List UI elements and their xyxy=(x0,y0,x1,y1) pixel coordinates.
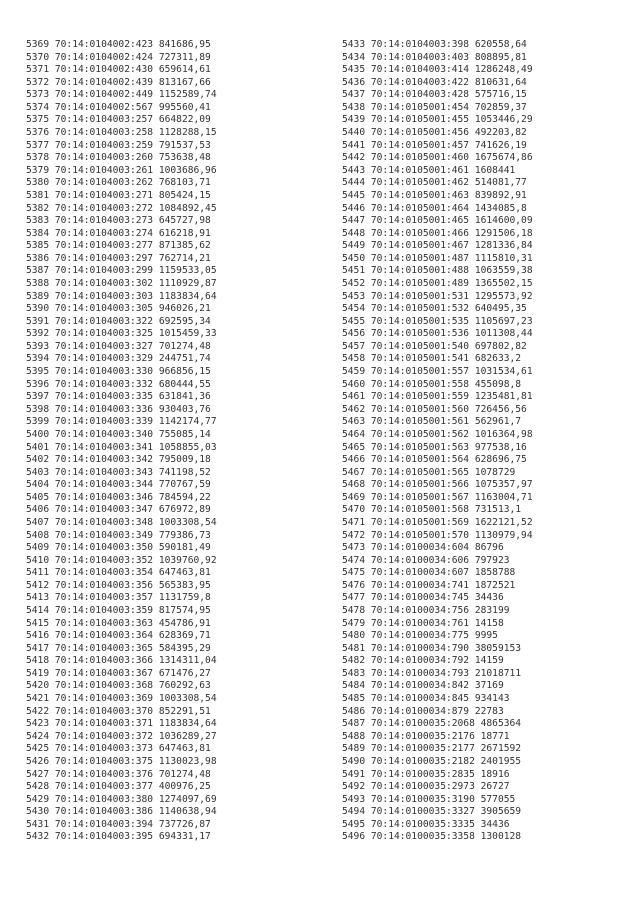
record-row: 5425 70:14:0104003:373 647463,81 xyxy=(26,743,211,755)
record-row: 5479 70:14:0100034:761 14158 xyxy=(342,617,504,629)
record-row: 5423 70:14:0104003:371 1183834,64 xyxy=(26,718,217,730)
record-row: 5453 70:14:0105001:531 1295573,92 xyxy=(342,290,533,302)
record-row: 5436 70:14:0104003:422 810631,64 xyxy=(342,76,527,88)
record-row: 5476 70:14:0100034:741 1872521 xyxy=(342,579,516,591)
record-row: 5384 70:14:0104003:274 616218,91 xyxy=(26,227,211,239)
record-row: 5371 70:14:0104002:430 659614,61 xyxy=(26,64,211,76)
record-row: 5458 70:14:0105001:541 682633,2 xyxy=(342,353,522,365)
record-row: 5386 70:14:0104003:297 762714,21 xyxy=(26,252,211,264)
record-row: 5487 70:14:0100035:2068 4865364 xyxy=(342,718,522,730)
record-row: 5482 70:14:0100034:792 14159 xyxy=(342,655,504,667)
record-row: 5477 70:14:0100034:745 34436 xyxy=(342,592,504,604)
record-row: 5451 70:14:0105001:488 1063559,38 xyxy=(342,265,533,277)
record-row: 5492 70:14:0100035:2973 26727 xyxy=(342,781,510,793)
record-row: 5430 70:14:0104003:386 1140638,94 xyxy=(26,806,217,818)
record-row: 5409 70:14:0104003:350 590181,49 xyxy=(26,542,211,554)
record-row: 5370 70:14:0104002:424 727311,89 xyxy=(26,51,211,63)
record-row: 5480 70:14:0100034:775 9995 xyxy=(342,630,498,642)
record-row: 5474 70:14:0100034:606 797923 xyxy=(342,554,510,566)
record-row: 5484 70:14:0100034:842 37169 xyxy=(342,680,504,692)
record-row: 5416 70:14:0104003:364 628369,71 xyxy=(26,630,211,642)
record-row: 5373 70:14:0104002:449 1152589,74 xyxy=(26,89,217,101)
record-row: 5418 70:14:0104003:366 1314311,04 xyxy=(26,655,217,667)
record-row: 5445 70:14:0105001:463 839892,91 xyxy=(342,189,527,201)
record-row: 5485 70:14:0100034:845 934143 xyxy=(342,693,510,705)
record-row: 5403 70:14:0104003:343 741198,52 xyxy=(26,466,211,478)
record-row: 5389 70:14:0104003:303 1183834,64 xyxy=(26,290,217,302)
record-row: 5439 70:14:0105001:455 1053446,29 xyxy=(342,114,533,126)
record-row: 5380 70:14:0104003:262 768103,71 xyxy=(26,177,211,189)
record-row: 5399 70:14:0104003:339 1142174,77 xyxy=(26,416,217,428)
record-row: 5462 70:14:0105001:560 726456,56 xyxy=(342,403,527,415)
record-row: 5427 70:14:0104003:376 701274,48 xyxy=(26,768,211,780)
record-row: 5377 70:14:0104003:259 791537,53 xyxy=(26,139,211,151)
record-row: 5422 70:14:0104003:370 852291,51 xyxy=(26,705,211,717)
record-row: 5433 70:14:0104003:398 620558,64 xyxy=(342,39,527,50)
record-row: 5372 70:14:0104002:439 813167,66 xyxy=(26,76,211,88)
record-row: 5429 70:14:0104003:380 1274097,69 xyxy=(26,793,217,805)
record-row: 5465 70:14:0105001:563 977538,16 xyxy=(342,441,527,453)
record-row: 5490 70:14:0100035:2182 2401955 xyxy=(342,755,522,767)
record-row: 5420 70:14:0104003:368 760292,63 xyxy=(26,680,211,692)
record-row: 5393 70:14:0104003:327 701274,48 xyxy=(26,340,211,352)
record-row: 5390 70:14:0104003:305 946026,21 xyxy=(26,303,211,315)
record-row: 5401 70:14:0104003:341 1058855,03 xyxy=(26,441,217,453)
record-row: 5396 70:14:0104003:332 680444,55 xyxy=(26,378,211,390)
record-row: 5398 70:14:0104003:336 930403,76 xyxy=(26,403,211,415)
record-row: 5402 70:14:0104003:342 795009,18 xyxy=(26,454,211,466)
record-row: 5478 70:14:0100034:756 283199 xyxy=(342,605,510,617)
record-row: 5415 70:14:0104003:363 454786,91 xyxy=(26,617,211,629)
record-row: 5489 70:14:0100035:2177 2671592 xyxy=(342,743,522,755)
record-row: 5414 70:14:0104003:359 817574,95 xyxy=(26,605,211,617)
record-row: 5481 70:14:0100034:790 38059153 xyxy=(342,642,522,654)
record-row: 5444 70:14:0105001:462 514081,77 xyxy=(342,177,527,189)
record-row: 5472 70:14:0105001:570 1130979,94 xyxy=(342,529,533,541)
record-row: 5466 70:14:0105001:564 628696,75 xyxy=(342,454,527,466)
record-row: 5382 70:14:0104003:272 1084892,45 xyxy=(26,202,217,214)
record-row: 5443 70:14:0105001:461 1608441 xyxy=(342,164,516,176)
record-row: 5460 70:14:0105001:558 455098,8 xyxy=(342,378,522,390)
record-row: 5454 70:14:0105001:532 640495,35 xyxy=(342,303,527,315)
record-row: 5435 70:14:0104003:414 1286248,49 xyxy=(342,64,533,76)
record-row: 5495 70:14:0100035:3335 34436 xyxy=(342,818,510,830)
record-row: 5491 70:14:0100035:2835 18916 xyxy=(342,768,510,780)
record-row: 5406 70:14:0104003:347 676972,89 xyxy=(26,504,211,516)
record-row: 5463 70:14:0105001:561 562961,7 xyxy=(342,416,522,428)
record-row: 5496 70:14:0100035:3358 1300128 xyxy=(342,831,522,843)
record-row: 5387 70:14:0104003:299 1159533,05 xyxy=(26,265,217,277)
record-row: 5421 70:14:0104003:369 1003308,54 xyxy=(26,693,217,705)
record-row: 5395 70:14:0104003:330 966856,15 xyxy=(26,366,211,378)
record-row: 5400 70:14:0104003:340 755085,14 xyxy=(26,428,211,440)
record-row: 5375 70:14:0104003:257 664822,09 xyxy=(26,114,211,126)
record-row: 5412 70:14:0104003:356 565383,95 xyxy=(26,579,211,591)
record-row: 5440 70:14:0105001:456 492203,82 xyxy=(342,127,527,139)
record-row: 5434 70:14:0104003:403 808895,81 xyxy=(342,51,527,63)
record-row: 5452 70:14:0105001:489 1365502,15 xyxy=(342,277,533,289)
record-row: 5424 70:14:0104003:372 1036289,27 xyxy=(26,730,217,742)
record-row: 5494 70:14:0100035:3327 3905659 xyxy=(342,806,522,818)
record-row: 5455 70:14:0105001:535 1105697,23 xyxy=(342,315,533,327)
record-row: 5469 70:14:0105001:567 1163004,71 xyxy=(342,491,533,503)
left-column xyxy=(26,39,217,844)
record-row: 5376 70:14:0104003:258 1128288,15 xyxy=(26,127,217,139)
record-row: 5417 70:14:0104003:365 584395,29 xyxy=(26,642,211,654)
record-row: 5428 70:14:0104003:377 400976,25 xyxy=(26,781,211,793)
record-row: 5374 70:14:0104002:567 995560,41 xyxy=(26,101,211,113)
record-row: 5456 70:14:0105001:536 1011308,44 xyxy=(342,328,533,340)
record-row: 5404 70:14:0104003:344 770767,59 xyxy=(26,479,211,491)
record-row: 5461 70:14:0105001:559 1235481,81 xyxy=(342,391,533,403)
record-row: 5413 70:14:0104003:357 1131759,8 xyxy=(26,592,211,604)
record-row: 5464 70:14:0105001:562 1016364,98 xyxy=(342,428,533,440)
record-row: 5438 70:14:0105001:454 702859,37 xyxy=(342,101,527,113)
record-row: 5419 70:14:0104003:367 671476,27 xyxy=(26,667,211,679)
record-row: 5381 70:14:0104003:271 805424,15 xyxy=(26,189,211,201)
record-row: 5437 70:14:0104003:428 575716,15 xyxy=(342,89,527,101)
record-row: 5388 70:14:0104003:302 1110929,87 xyxy=(26,277,217,289)
record-row: 5475 70:14:0100034:607 1858788 xyxy=(342,567,516,579)
record-row: 5392 70:14:0104003:325 1015459,33 xyxy=(26,328,217,340)
record-row: 5405 70:14:0104003:346 784594,22 xyxy=(26,491,211,503)
record-row: 5486 70:14:0100034:879 22783 xyxy=(342,705,504,717)
record-row: 5471 70:14:0105001:569 1622121,52 xyxy=(342,516,533,528)
record-row: 5470 70:14:0105001:568 731513,1 xyxy=(342,504,522,516)
record-row: 5408 70:14:0104003:349 779386,73 xyxy=(26,529,211,541)
record-row: 5442 70:14:0105001:460 1675674,86 xyxy=(342,152,533,164)
record-row: 5468 70:14:0105001:566 1075357,97 xyxy=(342,479,533,491)
record-row: 5483 70:14:0100034:793 21018711 xyxy=(342,667,522,679)
record-row: 5449 70:14:0105001:467 1281336,84 xyxy=(342,240,533,252)
record-row: 5378 70:14:0104003:260 753638,48 xyxy=(26,152,211,164)
record-row: 5450 70:14:0105001:487 1115810,31 xyxy=(342,252,533,264)
record-row: 5467 70:14:0105001:565 1078729 xyxy=(342,466,516,478)
record-row: 5447 70:14:0105001:465 1614600,09 xyxy=(342,215,533,227)
record-row: 5488 70:14:0100035:2176 18771 xyxy=(342,730,510,742)
record-row: 5493 70:14:0100035:3190 577055 xyxy=(342,793,516,805)
record-row: 5407 70:14:0104003:348 1003308,54 xyxy=(26,516,217,528)
record-row: 5446 70:14:0105001:464 1434085,8 xyxy=(342,202,527,214)
record-row: 5410 70:14:0104003:352 1039760,92 xyxy=(26,554,217,566)
record-row: 5391 70:14:0104003:322 692595,34 xyxy=(26,315,211,327)
record-row: 5385 70:14:0104003:277 871385,62 xyxy=(26,240,211,252)
record-row: 5431 70:14:0104003:394 737726,87 xyxy=(26,818,211,830)
record-row: 5459 70:14:0105001:557 1031534,61 xyxy=(342,366,533,378)
record-row: 5369 70:14:0104002:423 841686,95 xyxy=(26,39,211,50)
record-row: 5457 70:14:0105001:540 697802,82 xyxy=(342,340,527,352)
record-row: 5383 70:14:0104003:273 645727,98 xyxy=(26,215,211,227)
right-column xyxy=(342,39,533,844)
record-row: 5379 70:14:0104003:261 1003686,96 xyxy=(26,164,217,176)
record-row: 5448 70:14:0105001:466 1291506,18 xyxy=(342,227,533,239)
record-row: 5473 70:14:0100034:604 86796 xyxy=(342,542,504,554)
record-row: 5426 70:14:0104003:375 1130023,98 xyxy=(26,755,217,767)
record-row: 5394 70:14:0104003:329 244751,74 xyxy=(26,353,211,365)
record-row: 5411 70:14:0104003:354 647463,81 xyxy=(26,567,211,579)
record-row: 5441 70:14:0105001:457 741626,19 xyxy=(342,139,527,151)
record-row: 5432 70:14:0104003:395 694331,17 xyxy=(26,831,211,843)
record-row: 5397 70:14:0104003:335 631841,36 xyxy=(26,391,211,403)
